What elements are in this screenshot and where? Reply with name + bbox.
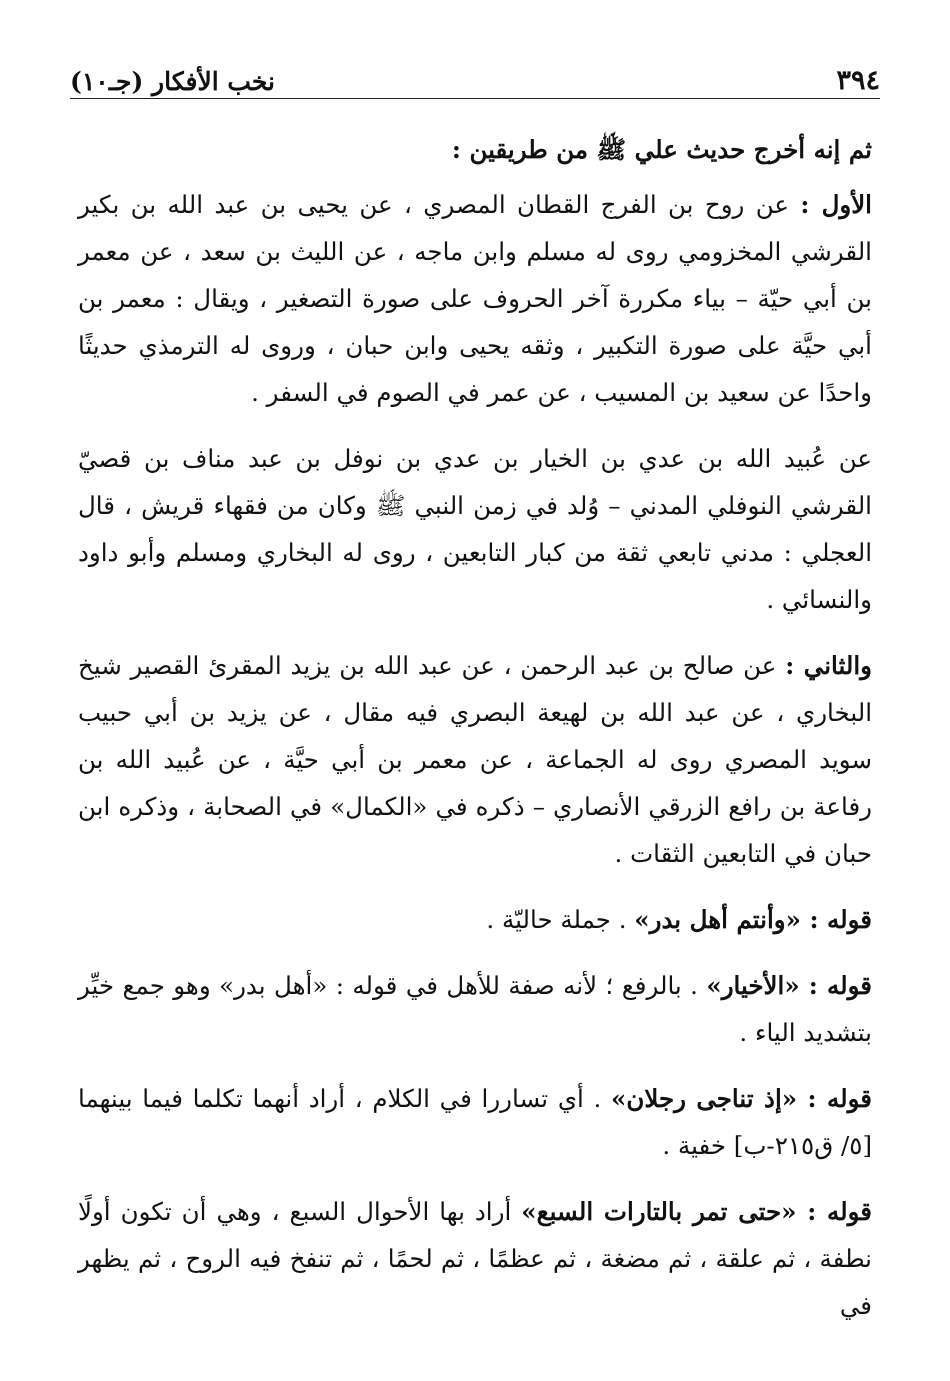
paragraph-label: والثاني : <box>785 651 872 680</box>
paragraph-narrator <box>78 435 872 623</box>
book-title: نخب الأفكار (جـ١٠) <box>70 67 276 96</box>
page-body <box>78 126 872 1348</box>
paragraph-commentary <box>78 1075 872 1169</box>
paragraph-commentary <box>78 896 872 943</box>
paragraph-commentary <box>78 962 872 1056</box>
page-number: ٣٩٤ <box>836 65 880 96</box>
paragraph-text: . أي تساررا في الكلام ، أراد أنهما تكلما فيما بينهما [٥/ ق٢١٥-ب] خفية . <box>78 1084 872 1160</box>
section-heading: ثم إنه أخرج حديث علي ﷺ من طريقين : <box>451 135 872 164</box>
paragraph-commentary <box>78 1188 872 1329</box>
paragraph-first-chain <box>78 181 872 416</box>
paragraph-text: عن عُبيد الله بن عدي بن الخيار بن عدي بن نوفل بن عبد مناف بن قصيّ القرشي النوفلي المدني – وُلد في زمن النبي ﷺ وكان من فقهاء قريش ، قال العجلي : مدني تابعي ثقة من كبار التابعين ، روى له البخاري ومسلم وأبو داود والنسائي . <box>78 444 872 614</box>
paragraph-text: عن روح بن الفرج القطان المصري ، عن يحيى بن عبد الله بن بكير القرشي المخزومي روى له مسلم وابن ماجه ، عن الليث بن سعد ، عن معمر بن أبي حيّة – بياء مكررة آخر الحروف على صورة التصغير ، ويقال : معمر بن أبي حيَّة على صورة التكبير ، وثقه يحيى وابن حبان ، وروى له الترمذي حديثًا واحدًا عن سعيد بن المسيب ، عن عمر في الصوم في السفر . <box>78 190 872 407</box>
paragraph-label: قوله : «وأنتم أهل بدر» <box>634 905 872 934</box>
page-header <box>70 52 880 96</box>
paragraph-text: . بالرفع ؛ لأنه صفة للأهل في قوله : «أهل بدر» وهو جمع خيِّر بتشديد الياء . <box>78 971 872 1047</box>
paragraph-text: . جملة حاليّة . <box>486 905 635 934</box>
paragraph-second-chain <box>78 642 872 877</box>
paragraph-label: قوله : «إذ تناجى رجلان» <box>611 1084 872 1113</box>
paragraph-text: أراد بها الأحوال السبع ، وهي أن تكون أولًا نطفة ، ثم علقة ، ثم مضغة ، ثم عظمًا ، ثم لحمًا ، ثم تنفخ فيه الروح ، ثم يظهر في <box>78 1197 872 1320</box>
paragraph-label: قوله : «الأخيار» <box>706 971 872 1000</box>
paragraph-text: عن صالح بن عبد الرحمن ، عن عبد الله بن يزيد المقرئ القصير شيخ البخاري ، عن عبد الله بن لهيعة البصري فيه مقال ، عن يزيد بن أبي حبيب سويد المصري روى له الجماعة ، عن معمر بن أبي حيَّة ، عن عُبيد الله بن رفاعة بن رافع الزرقي الأنصاري – ذكره في «الكمال» في الصحابة ، وذكره ابن حبان في التابعين الثقات . <box>78 651 872 868</box>
header-rule <box>70 98 880 99</box>
paragraph-label: الأول : <box>800 190 872 219</box>
paragraph-label: قوله : «حتى تمر بالتارات السبع» <box>521 1197 872 1226</box>
